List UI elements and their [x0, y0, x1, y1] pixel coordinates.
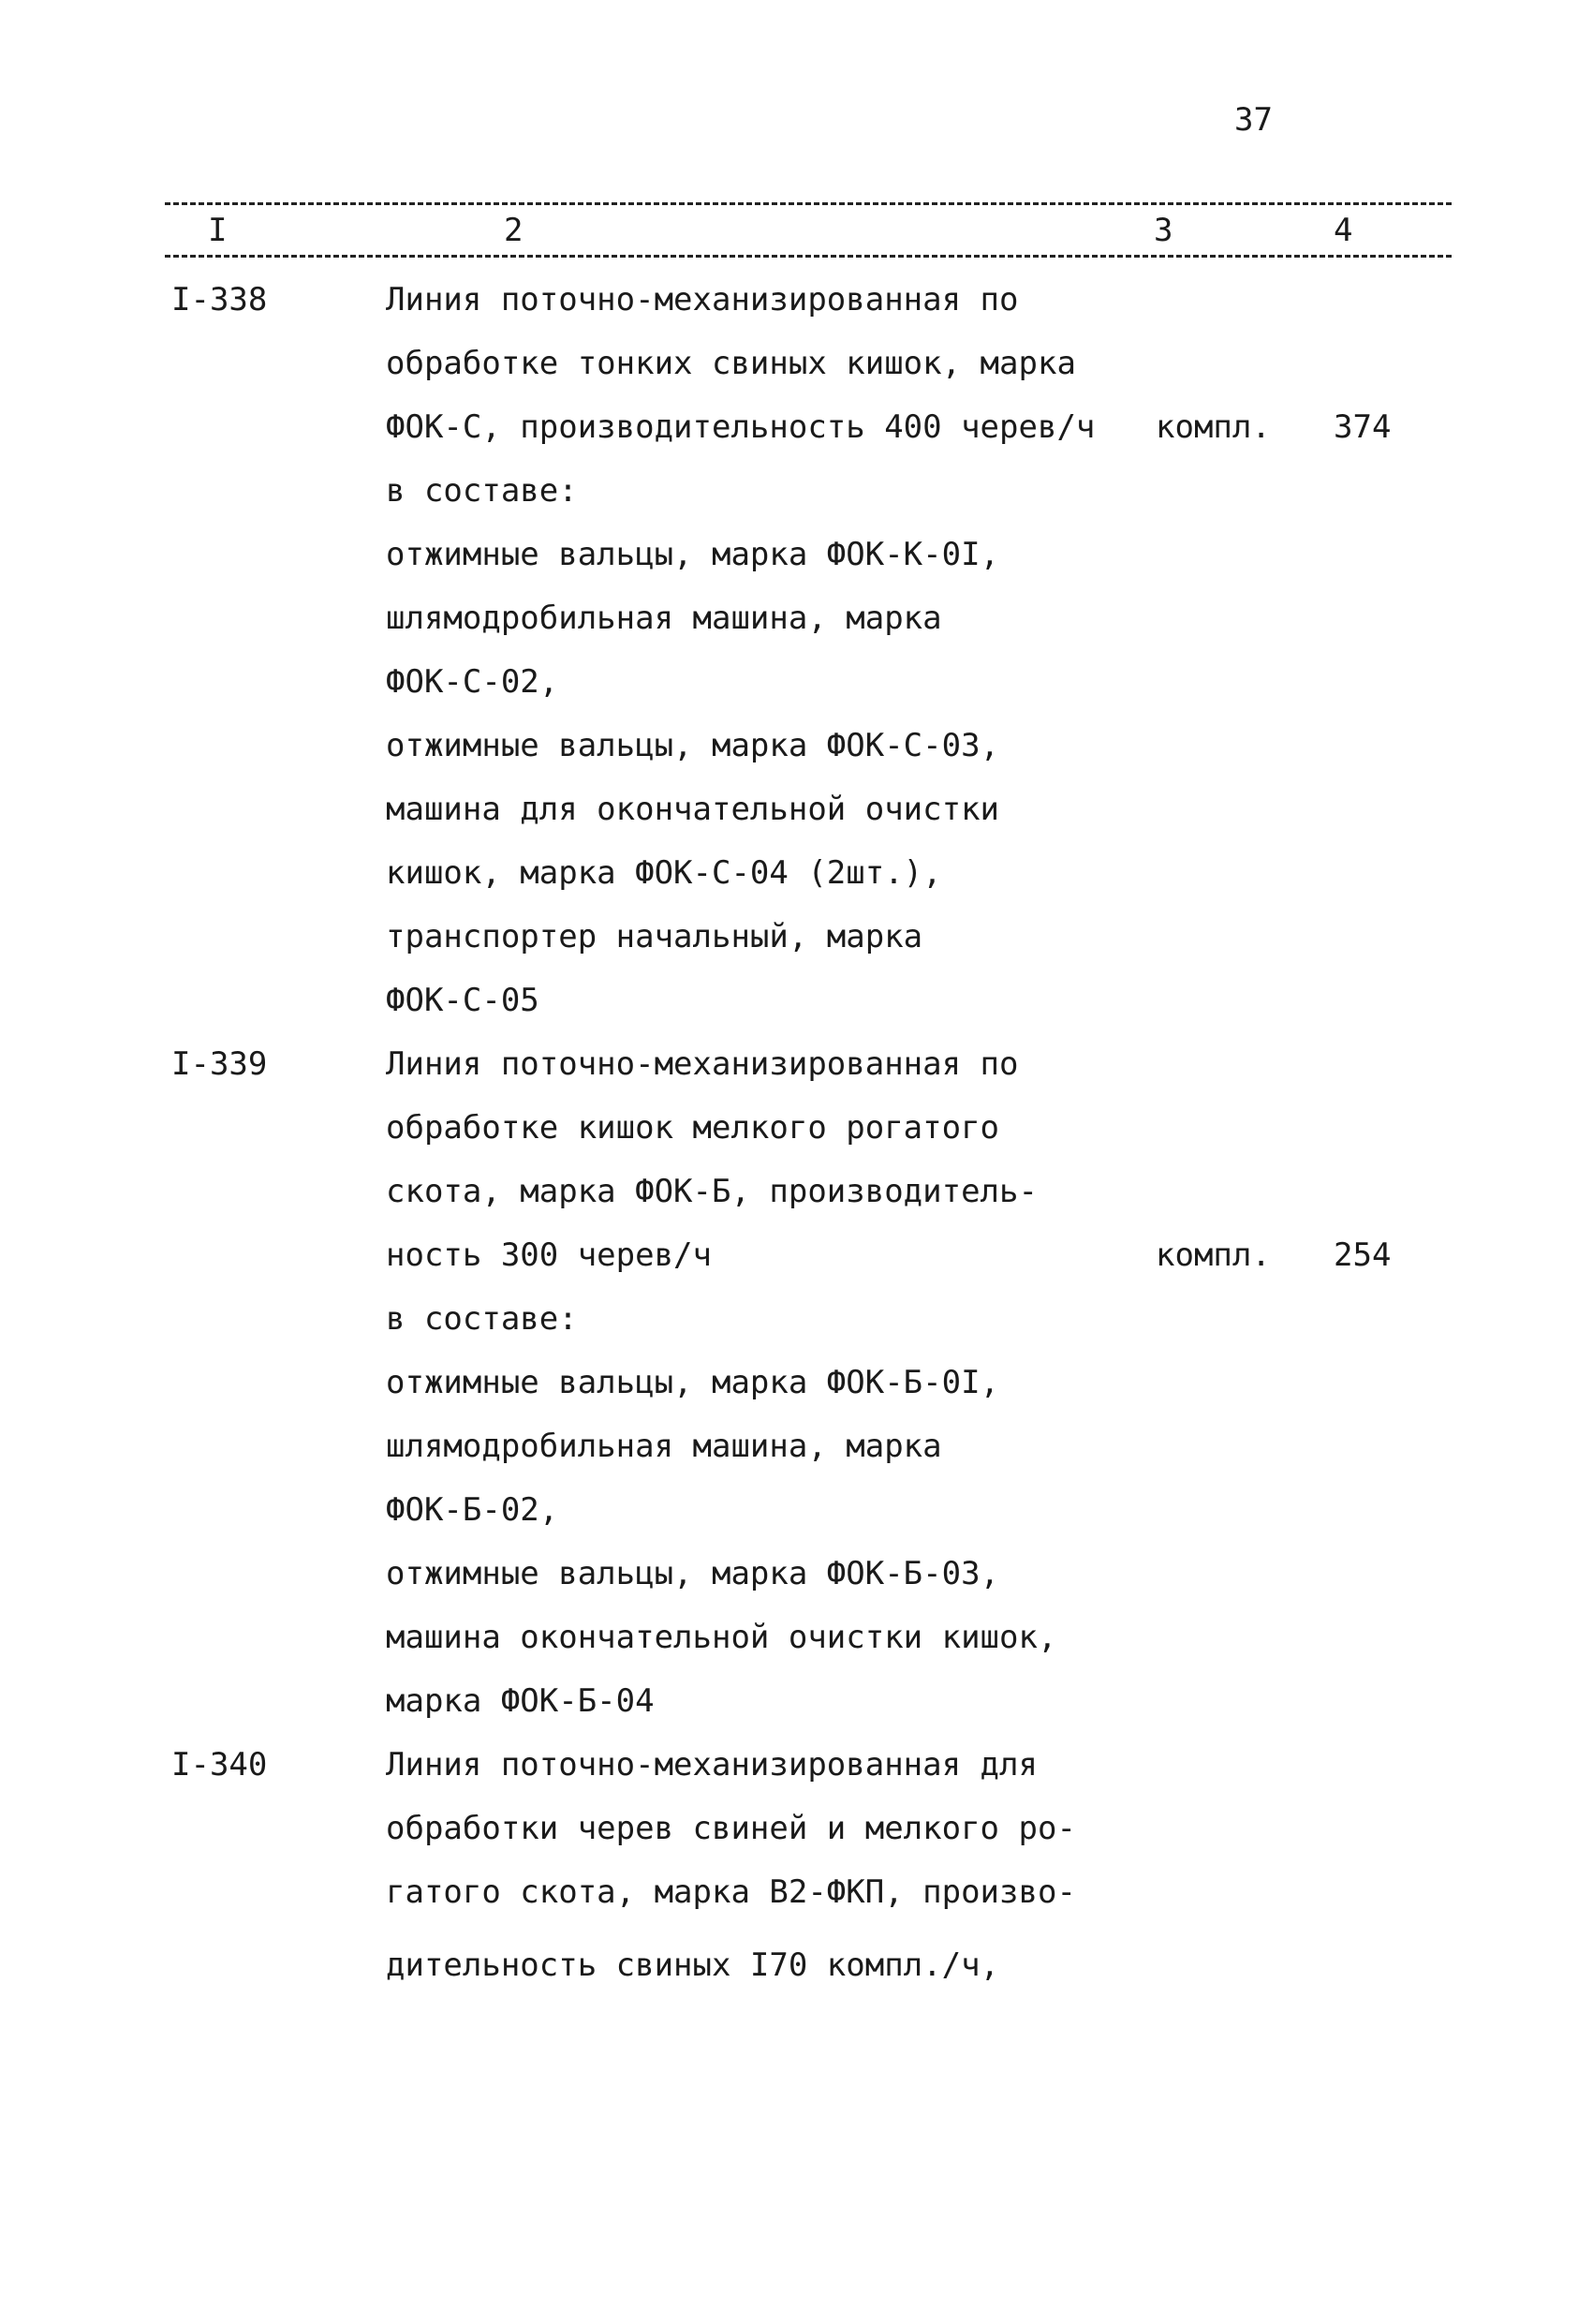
entry-line: ность 300 черев/ч — [386, 1236, 712, 1274]
entry-line: машина для окончательной очистки — [386, 791, 1000, 828]
entry-quantity: 254 — [1334, 1236, 1392, 1274]
entry-unit: компл. — [1156, 1236, 1271, 1274]
entry-line: в составе: — [386, 472, 578, 510]
entry-line: Линия поточно-механизированная по — [386, 1045, 1019, 1083]
entry-quantity: 374 — [1334, 408, 1392, 446]
entry-line: кишок, марка ФОК-С-04 (2шт.), — [386, 854, 942, 892]
entry-line: обработке кишок мелкого рогатого — [386, 1109, 1000, 1147]
entry-line: в составе: — [386, 1300, 578, 1338]
entry-unit: компл. — [1156, 408, 1271, 446]
column-header-2: 2 — [504, 212, 524, 249]
column-header-3: 3 — [1154, 212, 1173, 249]
entry-line: гатого скота, марка В2-ФКП, произво- — [386, 1873, 1076, 1911]
entry-line: ФОК-Б-02, — [386, 1491, 559, 1529]
entry-line: Линия поточно-механизированная по — [386, 281, 1019, 318]
entry-line: отжимные вальцы, марка ФОК-Б-0I, — [386, 1364, 1000, 1401]
entry-line: ФОК-С, производительность 400 черев/ч — [386, 408, 1096, 446]
entry-line: шлямодробильная машина, марка — [386, 600, 942, 637]
entry-line: машина окончательной очистки кишок, — [386, 1619, 1057, 1656]
column-header-4: 4 — [1334, 212, 1353, 249]
entry-code: I-340 — [171, 1746, 268, 1784]
entry-line: ФОК-С-05 — [386, 982, 539, 1019]
page-number: 37 — [1234, 101, 1273, 139]
header-rule-top — [165, 202, 1452, 205]
entry-line: скота, марка ФОК-Б, производитель- — [386, 1173, 1038, 1210]
entry-line: шлямодробильная машина, марка — [386, 1428, 942, 1465]
entry-line: Линия поточно-механизированная для — [386, 1746, 1038, 1784]
entry-code: I-338 — [171, 281, 268, 318]
entry-line: обработке тонких свиных кишок, марка — [386, 345, 1076, 382]
entry-line: отжимные вальцы, марка ФОК-К-0I, — [386, 536, 1000, 573]
entry-line: марка ФОК-Б-04 — [386, 1682, 655, 1720]
entry-code: I-339 — [171, 1045, 268, 1083]
entry-line: отжимные вальцы, марка ФОК-Б-03, — [386, 1555, 1000, 1592]
column-header-1: I — [208, 212, 228, 249]
entry-line: дительность свиных I70 компл./ч, — [386, 1947, 1000, 1984]
entry-line: обработки черев свиней и мелкого ро- — [386, 1810, 1076, 1847]
header-rule-bottom — [165, 255, 1452, 258]
entry-line: транспортер начальный, марка — [386, 918, 923, 955]
entry-line: ФОК-С-02, — [386, 663, 559, 701]
entry-line: отжимные вальцы, марка ФОК-С-03, — [386, 727, 1000, 764]
